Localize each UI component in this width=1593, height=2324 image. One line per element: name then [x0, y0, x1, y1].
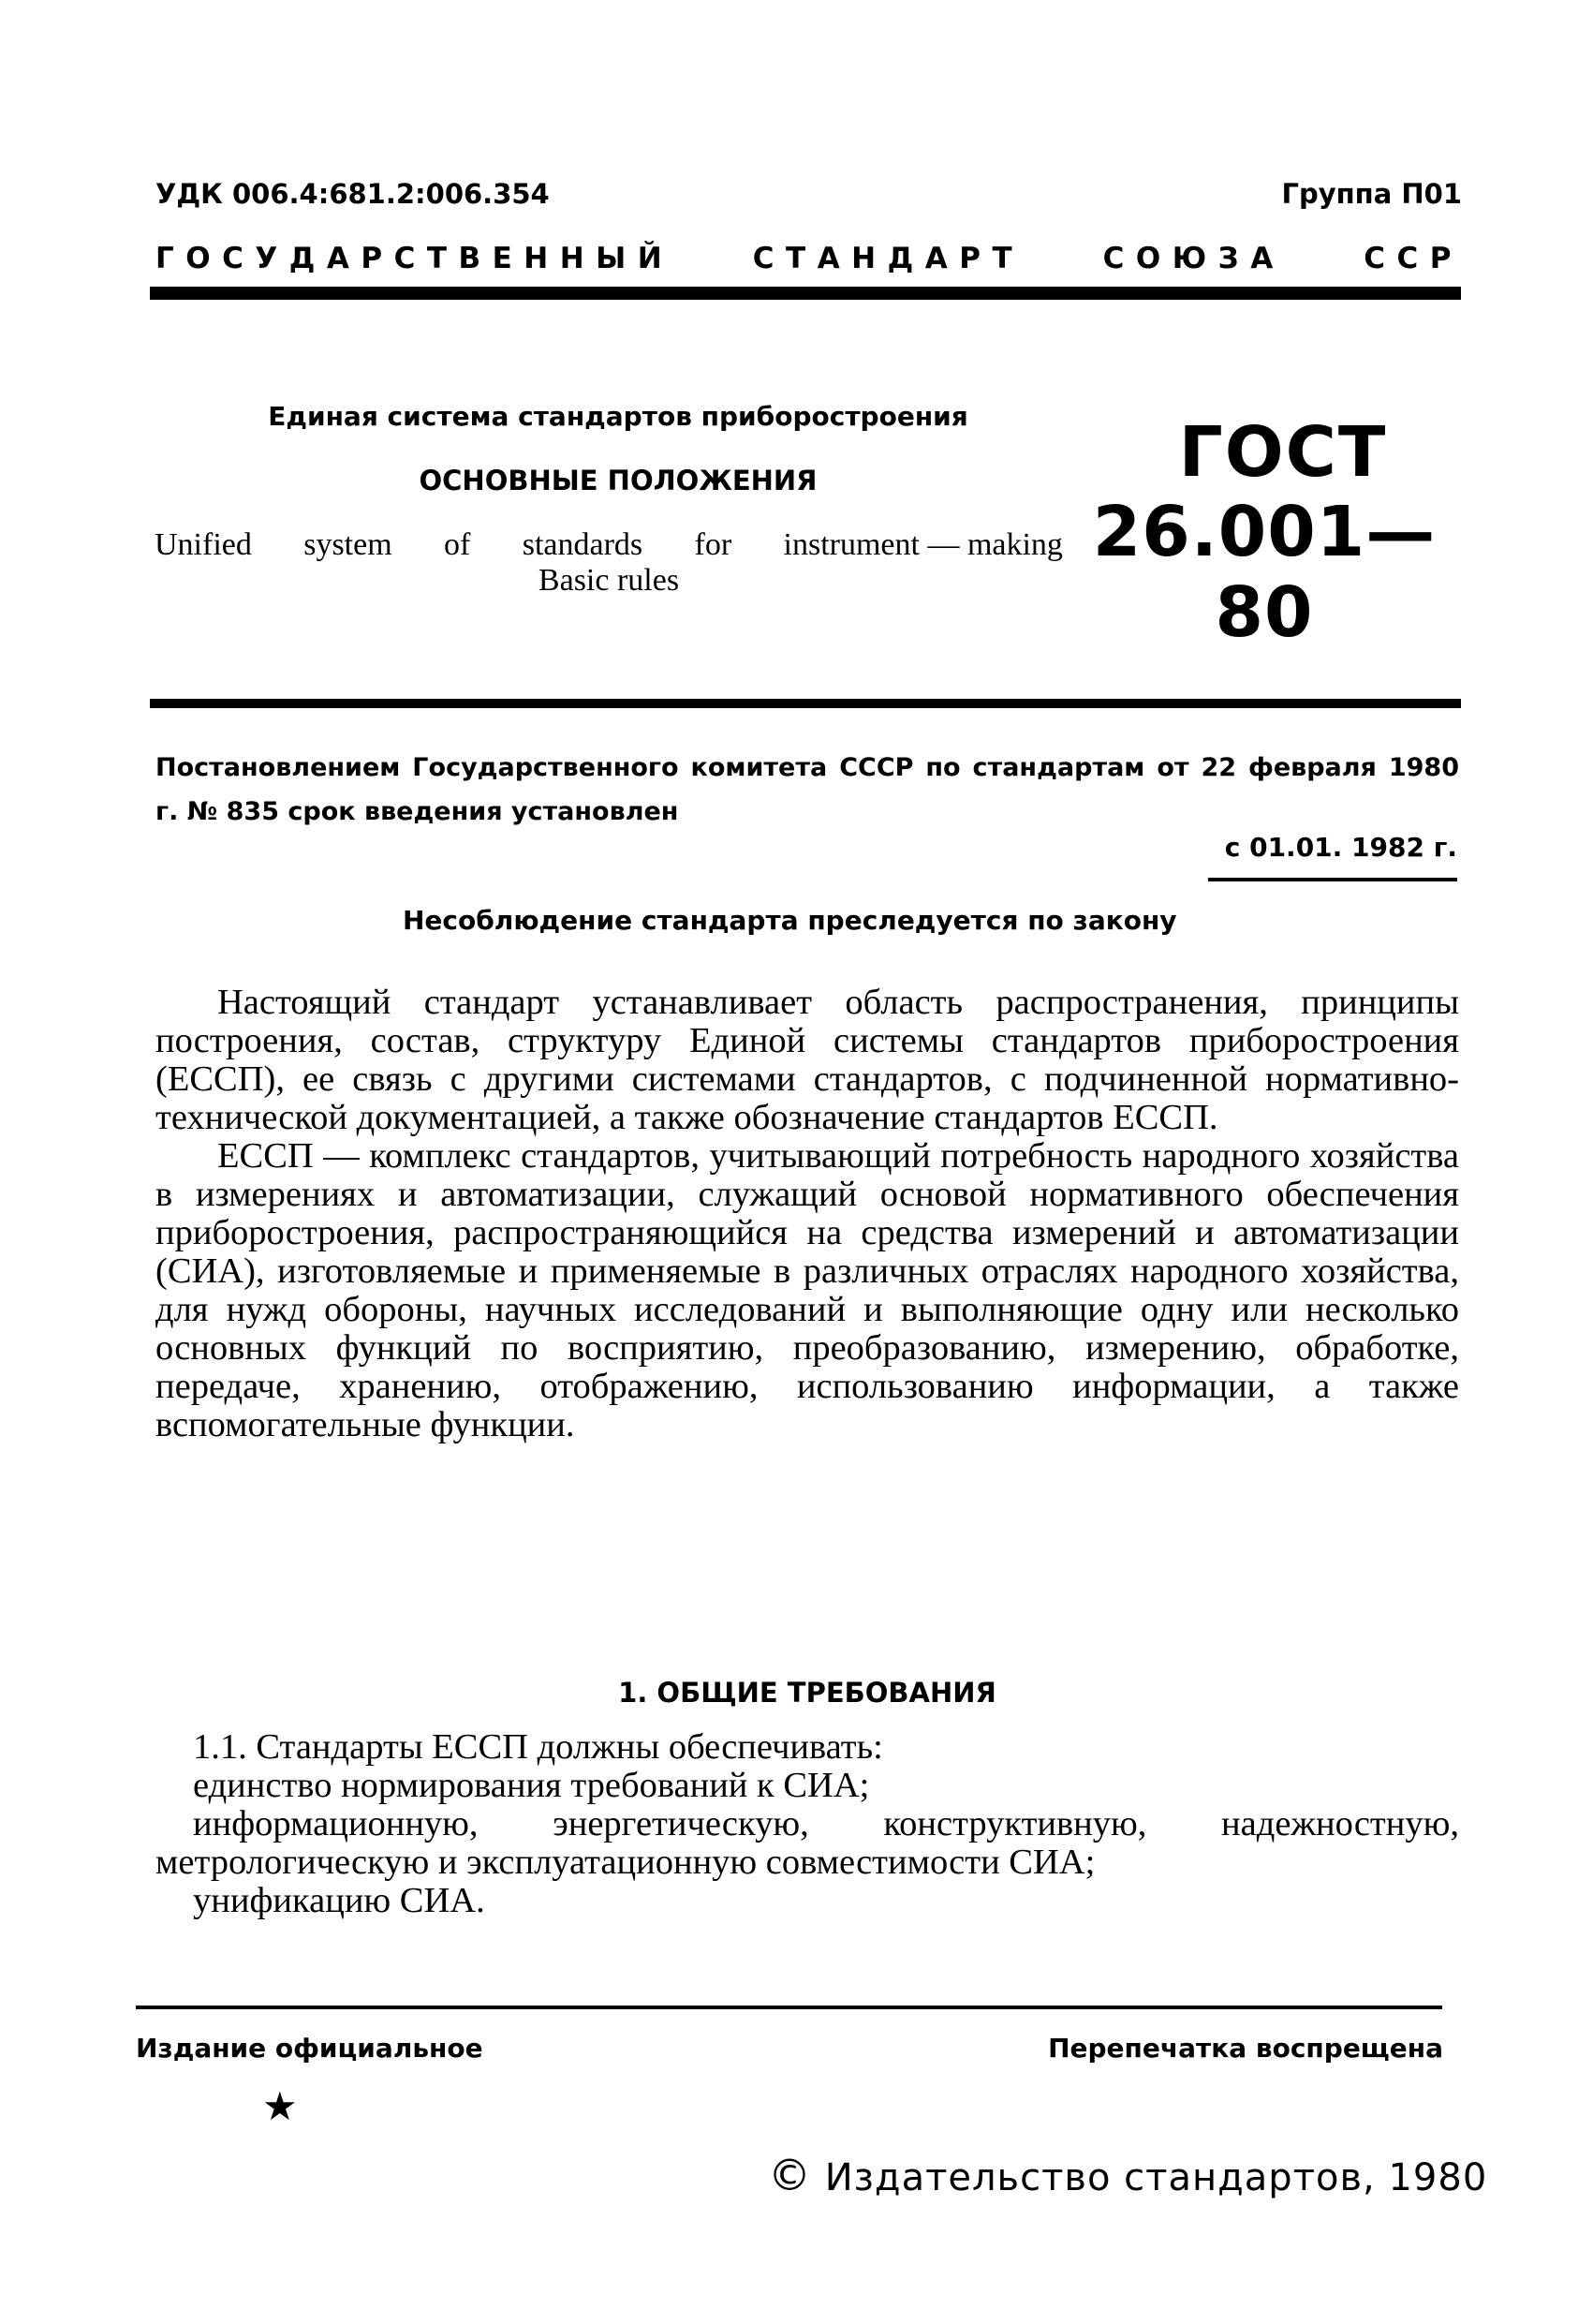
publisher-name: Издательство стандартов, 1980 [824, 2156, 1488, 2199]
system-title: Единая система стандартов приборостроения [268, 401, 968, 432]
paragraph: Настоящий стандарт устанавливает область распространения, принципы построения, состав, структуру Единой системы стандартов приборостроения (ЕССП), ее связь с другими системами стандартов, с подчиненной нормативно-технической документацией, а также обозначение стандартов ЕССП. [155, 983, 1459, 1137]
gost-number: 26.001—80 [1092, 492, 1437, 653]
banner-word: СОЮЗА [1102, 242, 1285, 275]
requirement-item: унификацию СИА. [193, 1881, 485, 1920]
publisher-line [768, 2150, 1487, 2200]
title-en-line1 [155, 527, 1063, 563]
udk-code: УДК 006.4:681.2:006.354 [155, 178, 550, 210]
copyright-icon: © [768, 2150, 812, 2200]
body-text [155, 984, 1459, 1444]
paragraph: ЕССП — комплекс стандартов, учитывающий потребность народного хозяйства в измерениях и автоматизации, служащий основой нормативного обеспечения приборостроения, распространяющийся на средства измерений и автоматизации (СИА), изготовляемые и применяемые в различных отраслях народного хозяйства, для нужд обороны, научных исследований и выполняющие одну или несколько основных функций по восприятию, преобразованию, измерению, обработке, передаче, хранению, отображению, использованию информации, а также вспомогательные функции. [155, 1136, 1459, 1444]
reprint-notice: Перепечатка воспрещена [1048, 2033, 1443, 2064]
title-en-word: Unified [155, 527, 252, 562]
requirement-item: информационную, энергетическую, конструктивную, надежностную, метрологическую и эксплуатационную совместимости СИА; [155, 1804, 1459, 1882]
law-notice: Несоблюдение стандарта преследуется по закону [403, 905, 1177, 936]
title-en-word: for [694, 527, 732, 562]
title-en-word: system [303, 527, 392, 562]
banner-word: СТАНДАРТ [752, 242, 1025, 275]
banner-word: ГОСУДАРСТВЕННЫЙ [155, 242, 674, 275]
title-rule [150, 699, 1461, 708]
banner-word: ССР [1364, 242, 1463, 275]
effective-date: с 01.01. 1982 г. [1224, 832, 1457, 863]
section-heading: 1. ОБЩИЕ ТРЕБОВАНИЯ [618, 1677, 996, 1709]
document-title-ru: ОСНОВНЫЕ ПОЛОЖЕНИЯ [419, 465, 818, 496]
official-edition: Издание официальное [136, 2033, 483, 2064]
header-rule [150, 287, 1461, 300]
title-en-line2: Basic rules [538, 563, 680, 598]
star-icon: ★ [262, 2086, 298, 2129]
gost-label: ГОСТ [1178, 412, 1388, 493]
footer-rule [136, 2006, 1442, 2009]
group-code: Группа П01 [1281, 178, 1462, 210]
decree-text: Постановлением Государственного комитета СССР по стандартам от 22 февраля 1980 г. № 835 срок введения установлен [155, 753, 1459, 826]
date-underline [1208, 878, 1457, 881]
requirement-item: единство нормирования требований к СИА; [193, 1766, 870, 1805]
title-en-word: instrument — making [783, 527, 1063, 562]
document-title-en [155, 527, 1063, 599]
title-en-word: of [444, 527, 471, 562]
state-standard-banner [155, 242, 1463, 275]
requirement-item: 1.1. Стандарты ЕССП должны обеспечивать: [193, 1727, 883, 1767]
requirements-list [155, 1728, 1459, 1920]
title-en-word: standards [522, 527, 643, 562]
